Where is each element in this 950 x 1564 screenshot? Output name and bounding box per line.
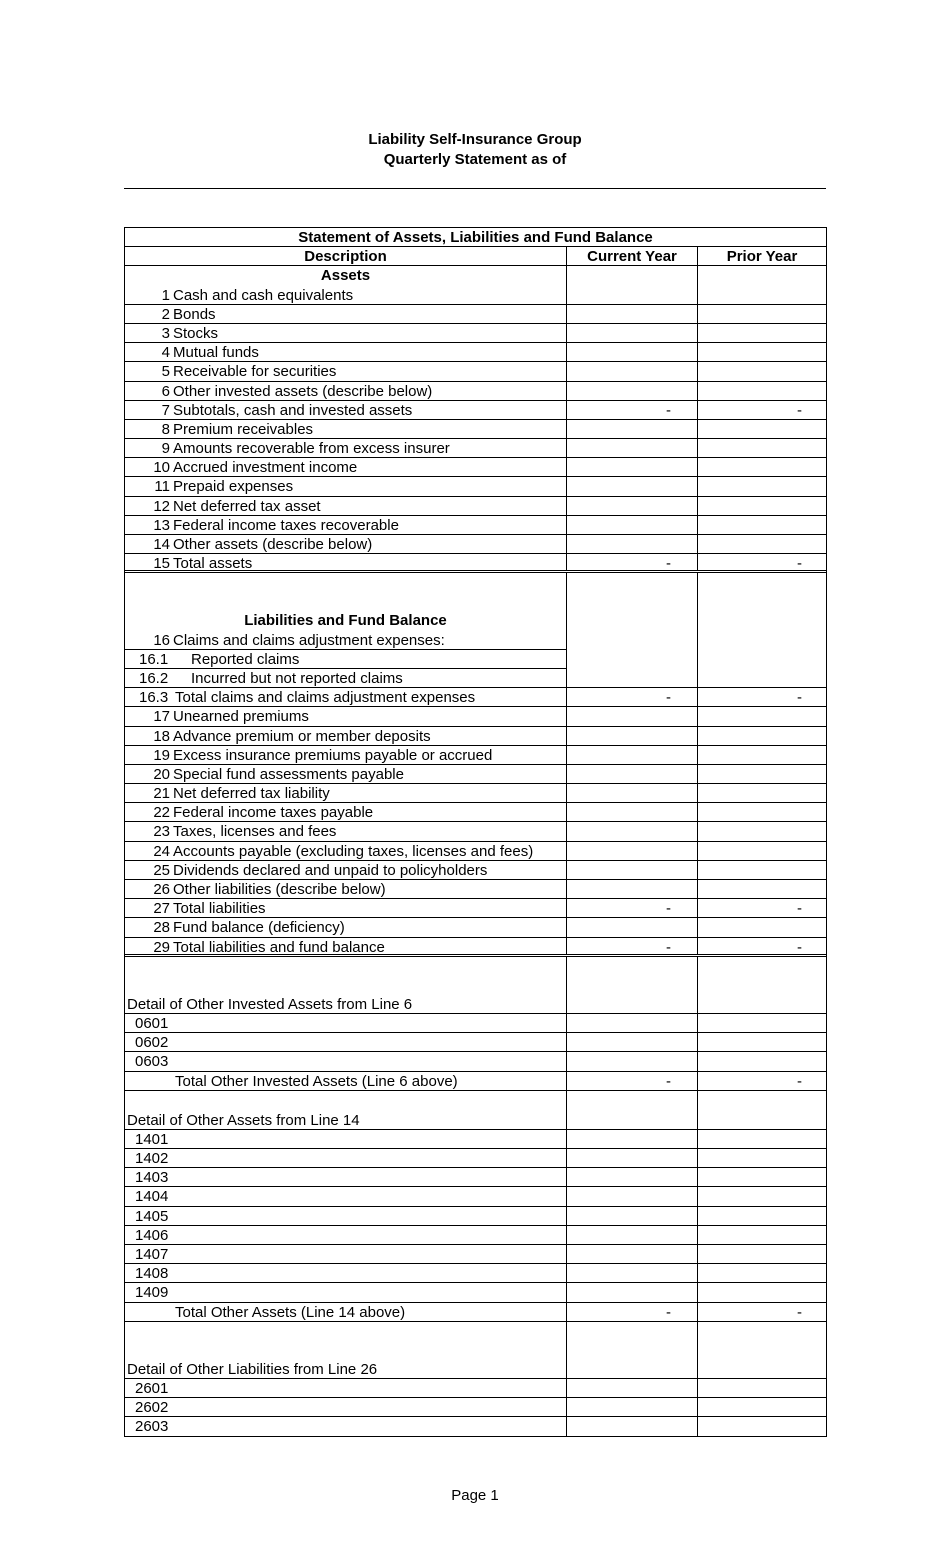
table-title: Statement of Assets, Liabilities and Fund Balance	[298, 229, 653, 246]
line-label: Bonds	[173, 305, 216, 323]
line-label: Amounts recoverable from excess insurer	[173, 440, 450, 458]
detail-row	[125, 1207, 826, 1226]
current-year-value	[567, 286, 698, 304]
asset-row	[125, 382, 826, 401]
current-year-value: -	[567, 554, 698, 570]
line-label: Special fund assessments payable	[173, 765, 404, 783]
asset-row	[125, 458, 826, 477]
detail-row	[125, 1226, 826, 1245]
line-number: 26	[153, 881, 170, 898]
line-16-3-row: 16.3 Total claims and claims adjustment expenses - -	[125, 688, 826, 707]
prior-year-value	[698, 765, 826, 783]
detail-6-total-row: Total Other Invested Assets (Line 6 above) - -	[125, 1072, 826, 1091]
detail-6-heading: Detail of Other Invested Assets from Line 6	[125, 995, 567, 1013]
detail-row	[125, 1283, 826, 1302]
line-number: 18	[153, 727, 170, 745]
detail-code: 0603	[135, 1053, 169, 1071]
line-number: 25	[153, 861, 170, 879]
line-number: 2	[161, 305, 170, 323]
detail-code: 1408	[135, 1265, 169, 1283]
line-number: 14	[153, 536, 170, 553]
line-number: 8	[161, 420, 170, 438]
line-number: 6	[161, 382, 170, 400]
line-label: Federal income taxes payable	[173, 804, 374, 822]
current-year-value	[567, 362, 698, 380]
asset-row	[125, 439, 826, 458]
prior-year-value	[698, 324, 826, 342]
column-header-current-year: Current Year	[567, 247, 698, 265]
line-number: 29	[153, 938, 170, 954]
asset-row	[125, 362, 826, 381]
line-number: 28	[153, 919, 170, 937]
detail-14-heading: Detail of Other Assets from Line 14	[125, 1111, 567, 1129]
page-number: Page 1	[451, 1487, 499, 1504]
line-number: 24	[153, 842, 170, 860]
detail-row	[125, 1014, 826, 1033]
detail-code: 1405	[135, 1207, 169, 1225]
line-label: Advance premium or member deposits	[173, 727, 431, 745]
detail-row	[125, 1264, 826, 1283]
prior-year-value	[698, 439, 826, 457]
current-year-value	[567, 305, 698, 323]
line-label: Prepaid expenses	[173, 478, 294, 496]
line-number: 21	[153, 785, 170, 803]
current-year-value	[567, 784, 698, 802]
current-year-value: -	[567, 899, 698, 917]
current-year-value	[567, 382, 698, 400]
prior-year-value	[698, 516, 826, 534]
liability-row	[125, 727, 826, 746]
column-header-prior-year: Prior Year	[726, 248, 798, 266]
line-label: Unearned premiums	[173, 708, 309, 726]
document-subtitle: Quarterly Statement as of	[383, 151, 567, 168]
current-year-value	[567, 707, 698, 725]
current-year-value	[567, 727, 698, 745]
line-number: 11	[154, 478, 170, 496]
current-year-value	[567, 535, 698, 553]
detail-code: 1406	[135, 1226, 169, 1244]
prior-year-value	[698, 727, 826, 745]
line-label: Excess insurance premiums payable or accrued	[173, 746, 493, 764]
detail-code: 1407	[135, 1246, 169, 1263]
current-year-value	[567, 343, 698, 361]
prior-year-value: -	[797, 555, 802, 573]
prior-year-value	[698, 803, 826, 821]
current-year-value	[567, 458, 698, 476]
detail-row	[125, 1052, 826, 1071]
liabilities-heading-row	[125, 611, 826, 630]
liability-row	[125, 880, 826, 899]
detail-26-heading-row	[125, 1360, 826, 1379]
asset-row	[125, 401, 826, 420]
liability-row	[125, 938, 826, 957]
liability-row	[125, 918, 826, 937]
line-number: 12	[153, 497, 170, 515]
asset-row	[125, 497, 826, 516]
prior-year-value	[698, 918, 826, 936]
line-label: Other assets (describe below)	[173, 536, 373, 553]
line-number: 5	[161, 363, 170, 381]
line-label: Total assets	[173, 555, 253, 571]
line-label: Accrued investment income	[173, 459, 358, 477]
asset-row	[125, 554, 826, 573]
liability-row	[125, 803, 826, 822]
prior-year-value: -	[797, 900, 802, 918]
liability-row	[125, 746, 826, 765]
prior-year-value	[698, 362, 826, 380]
current-year-value	[567, 765, 698, 783]
line-label: Cash and cash equivalents	[173, 286, 354, 304]
current-year-value	[567, 822, 698, 840]
liability-row	[125, 784, 826, 803]
line-16-2-row: 16.2 Incurred but not reported claims	[125, 669, 826, 688]
current-year-value	[567, 746, 698, 764]
prior-year-value	[698, 343, 826, 361]
current-year-value	[567, 516, 698, 534]
line-number: 1	[161, 286, 170, 304]
table-title-row	[125, 228, 826, 247]
asset-row	[125, 286, 826, 305]
detail-row	[125, 1187, 826, 1206]
line-label: Mutual funds	[173, 344, 259, 362]
prior-year-value: -	[797, 401, 802, 419]
header-rule	[124, 188, 826, 189]
line-label: Other liabilities (describe below)	[173, 881, 386, 898]
prior-year-value	[698, 286, 826, 304]
line-number: 23	[153, 823, 170, 841]
line-label: Accounts payable (excluding taxes, licenses and fees)	[173, 842, 534, 860]
line-number: 4	[161, 344, 170, 362]
current-year-value: -	[567, 401, 698, 419]
liability-row	[125, 707, 826, 726]
liability-row	[125, 899, 826, 918]
line-label: Total liabilities	[173, 900, 266, 918]
line-label: Total liabilities and fund balance	[173, 938, 385, 954]
detail-code: 2602	[135, 1399, 169, 1417]
detail-code: 1403	[135, 1169, 169, 1187]
detail-code: 2603	[135, 1418, 169, 1436]
detail-code: 1402	[135, 1150, 169, 1168]
prior-year-value	[698, 497, 826, 515]
assets-heading: Assets	[125, 266, 567, 285]
detail-row	[125, 1417, 826, 1436]
assets-heading-row	[125, 266, 826, 285]
detail-14-total-label: Total Other Assets (Line 14 above)	[125, 1303, 567, 1321]
liability-row	[125, 861, 826, 880]
prior-year-value	[698, 382, 826, 400]
asset-row	[125, 420, 826, 439]
spacer-row	[125, 1322, 826, 1360]
detail-row	[125, 1379, 826, 1398]
detail-6-heading-row	[125, 995, 826, 1014]
current-year-value	[567, 861, 698, 879]
detail-code: 0602	[135, 1034, 169, 1052]
prior-year-value	[698, 842, 826, 860]
line-16-1-row: 16.1 Reported claims	[125, 650, 826, 669]
current-year-value	[567, 842, 698, 860]
current-year-value	[567, 477, 698, 495]
prior-year-value	[698, 305, 826, 323]
prior-year-value	[698, 477, 826, 495]
line-label: Stocks	[173, 324, 219, 342]
line-number: 22	[153, 804, 170, 822]
document-title: Liability Self-Insurance Group	[368, 131, 582, 148]
prior-year-value	[698, 420, 826, 438]
current-year-value	[567, 439, 698, 457]
current-year-value	[567, 324, 698, 342]
line-label: Other invested assets (describe below)	[173, 382, 433, 400]
detail-code: 2601	[135, 1379, 169, 1397]
asset-row	[125, 343, 826, 362]
line-label: Federal income taxes recoverable	[173, 516, 399, 534]
prior-year-value	[698, 784, 826, 802]
prior-year-value: -	[797, 938, 802, 956]
asset-row	[125, 535, 826, 554]
detail-26-heading: Detail of Other Liabilities from Line 26	[125, 1360, 567, 1378]
line-label: Premium receivables	[173, 420, 314, 438]
prior-year-value	[698, 861, 826, 879]
statement-table	[124, 227, 827, 1437]
asset-row	[125, 477, 826, 496]
current-year-value	[567, 918, 698, 936]
spacer-row	[125, 573, 826, 611]
detail-row	[125, 1168, 826, 1187]
current-year-value: -	[567, 938, 698, 954]
line-number: 3	[161, 324, 170, 342]
prior-year-value	[698, 707, 826, 725]
line-16-row: 16 Claims and claims adjustment expenses:	[125, 631, 826, 650]
detail-row	[125, 1245, 826, 1264]
line-number: 15	[153, 555, 170, 571]
line-label: Receivable for securities	[173, 363, 337, 381]
asset-row	[125, 324, 826, 343]
line-number: 13	[153, 516, 170, 534]
detail-row	[125, 1033, 826, 1052]
detail-row	[125, 1149, 826, 1168]
detail-code: 1401	[135, 1130, 169, 1148]
asset-row	[125, 305, 826, 324]
spacer-row	[125, 1091, 826, 1111]
line-number: 27	[153, 900, 170, 918]
prior-year-value	[698, 535, 826, 553]
detail-14-total-row: Total Other Assets (Line 14 above) - -	[125, 1303, 826, 1322]
asset-row	[125, 516, 826, 535]
line-number: 10	[153, 459, 170, 477]
line-label: Dividends declared and unpaid to policyholders	[173, 861, 488, 879]
detail-code: 0601	[135, 1014, 169, 1032]
line-number: 17	[153, 708, 170, 726]
liability-row	[125, 765, 826, 784]
detail-row	[125, 1398, 826, 1417]
line-label: Fund balance (deficiency)	[173, 919, 345, 937]
current-year-value	[567, 420, 698, 438]
detail-6-total-label: Total Other Invested Assets (Line 6 above)	[125, 1072, 567, 1090]
column-header-description: Description	[125, 247, 567, 265]
current-year-value	[567, 803, 698, 821]
line-label: Net deferred tax liability	[173, 785, 330, 803]
prior-year-value	[698, 822, 826, 840]
detail-row	[125, 1130, 826, 1149]
line-label: Subtotals, cash and invested assets	[173, 401, 413, 419]
liability-row	[125, 822, 826, 841]
spacer-row	[125, 957, 826, 995]
current-year-value	[567, 880, 698, 898]
line-number: 9	[161, 440, 170, 458]
line-label: Taxes, licenses and fees	[173, 823, 337, 841]
line-label: Net deferred tax asset	[173, 497, 321, 515]
detail-14-heading-row	[125, 1111, 826, 1130]
liabilities-heading: Liabilities and Fund Balance	[125, 611, 567, 630]
line-number: 20	[153, 765, 170, 783]
liability-row	[125, 842, 826, 861]
column-header-row	[125, 247, 826, 266]
detail-code: 1404	[135, 1188, 169, 1206]
detail-code: 1409	[135, 1284, 169, 1302]
line-number: 19	[153, 746, 170, 764]
prior-year-value	[698, 458, 826, 476]
current-year-value	[567, 497, 698, 515]
prior-year-value	[698, 880, 826, 898]
prior-year-value	[698, 746, 826, 764]
line-number: 7	[161, 401, 170, 419]
